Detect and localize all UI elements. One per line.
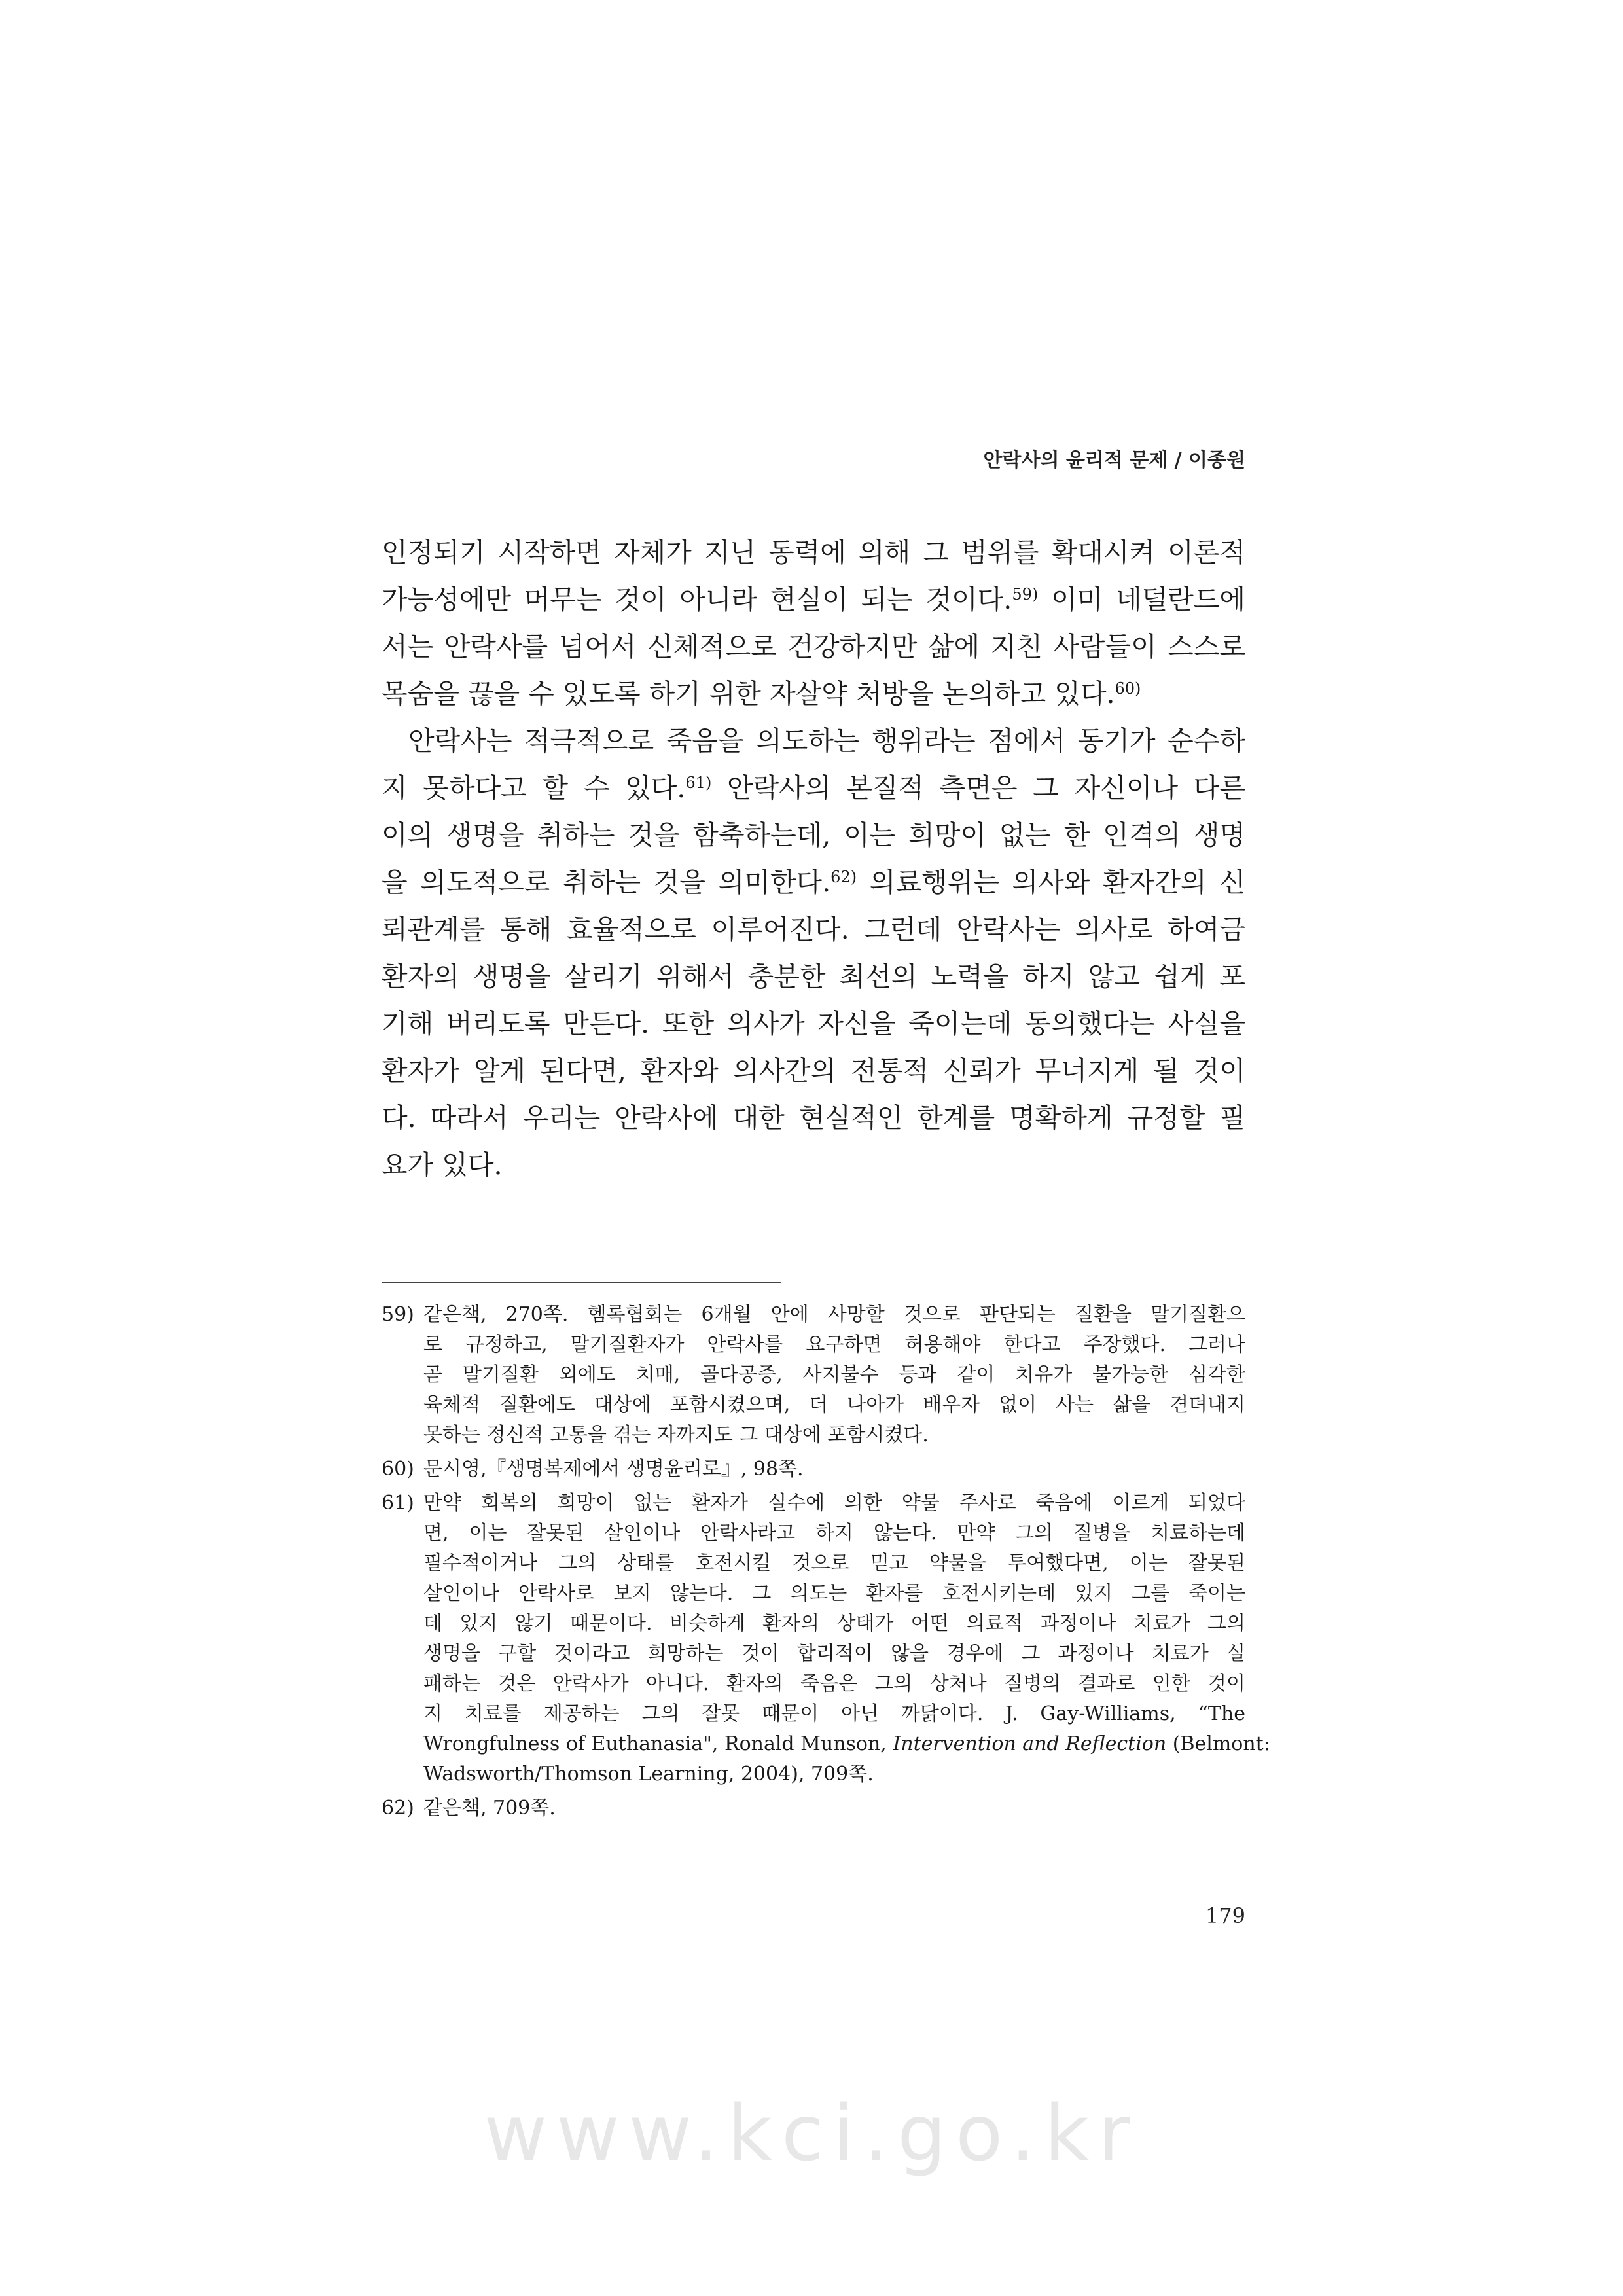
page-number: 179 xyxy=(1205,1903,1245,1928)
footnote-line: 같은책, 709쪽. xyxy=(423,1797,556,1820)
footnote-line: 살인이나 안락사로 보지 않는다. 그 의도는 환자를 호전시키는데 있지 그를 죽이는 xyxy=(423,1582,1245,1605)
running-header: 안락사의 윤리적 문제 / 이종원 xyxy=(983,449,1245,472)
text-line: 지 못하다고 할 수 있다.$^{61)}$ 안락사의 본질적 측면은 그 자신이나 다른 xyxy=(382,772,1245,804)
footnote-line: 면, 이는 잘못된 살인이나 안락사라고 하지 않는다. 만약 그의 질병을 치료하는데 xyxy=(423,1522,1245,1545)
footnote-line: 육체적 질환에도 대상에 포함시켰으며, 더 나아가 배우자 없이 사는 삶을 견뎌내지 xyxy=(423,1393,1245,1416)
text-line: 목숨을 끊을 수 있도록 하기 위한 자살약 처방을 논의하고 있다.$^{60)}$ xyxy=(382,678,1141,709)
text-line: 요가 있다. xyxy=(382,1149,503,1181)
text-line: 환자가 알게 된다면, 환자와 의사간의 전통적 신뢰가 무너지게 될 것이 xyxy=(382,1055,1245,1086)
footnote-number: 60) xyxy=(382,1458,414,1480)
watermark: www.kci.go.kr xyxy=(484,2088,1139,2178)
text-line: 뢰관계를 통해 효율적으로 이루어진다. 그런데 안락사는 의사로 하여금 xyxy=(382,914,1245,945)
text-line: 인정되기 시작하면 자체가 지닌 동력에 의해 그 범위를 확대시켜 이론적 xyxy=(382,537,1245,568)
footnote-ref-59[interactable]: 59) xyxy=(1012,585,1039,603)
text-line: 가능성에만 머무는 것이 아니라 현실이 되는 것이다.$^{59)}$ 이미 네덜란드에 xyxy=(382,584,1245,615)
footnote-ref-62[interactable]: 62) xyxy=(830,868,857,886)
footnote-line: Wrongfulness of Euthanasia", Ronald Munson, Intervention and Reflection (Belmont: xyxy=(423,1732,1270,1755)
footnote-line: 필수적이거나 그의 상태를 호전시킬 것으로 믿고 약물을 투여했다면, 이는 잘못된 xyxy=(423,1552,1245,1575)
footnote-line: 못하는 정신적 고통을 겪는 자까지도 그 대상에 포함시켰다. xyxy=(423,1424,929,1446)
footnote-line: 지 치료를 제공하는 그의 잘못 때문이 아닌 까닭이다. J. Gay-Williams, “The xyxy=(423,1702,1245,1725)
text-line: 기해 버리도록 만든다. 또한 의사가 자신을 죽이는데 동의했다는 사실을 xyxy=(382,1008,1245,1039)
footnote-line: 만약 회복의 희망이 없는 환자가 실수에 의한 약물 주사로 죽음에 이르게 되었다 xyxy=(423,1492,1245,1515)
footnote-number: 62) xyxy=(382,1797,414,1820)
text-line: 을 의도적으로 취하는 것을 의미한다.$^{62)}$ 의료행위는 의사와 환자간의 신 xyxy=(382,867,1245,898)
footnote-line: 곧 말기질환 외에도 치매, 골다공증, 사지불수 등과 같이 치유가 불가능한 심각한 xyxy=(423,1363,1245,1386)
text-line: 안락사는 적극적으로 죽음을 의도하는 행위라는 점에서 동기가 순수하 xyxy=(408,725,1245,757)
book-title: Intervention and Reflection xyxy=(893,1732,1167,1755)
footnote-line: 문시영,『생명복제에서 생명윤리로』, 98쪽. xyxy=(423,1458,804,1480)
footnote-separator xyxy=(382,1282,781,1283)
footnote-62 xyxy=(382,1793,1245,1823)
text-line: 이의 생명을 취하는 것을 함축하는데, 이는 희망이 없는 한 인격의 생명 xyxy=(382,819,1245,851)
footnote-ref-61[interactable]: 61) xyxy=(685,774,712,792)
body-text xyxy=(382,529,1245,1189)
footnote-59 xyxy=(382,1300,1245,1450)
paragraph-1 xyxy=(382,529,1245,717)
footnote-number: 59) xyxy=(382,1303,414,1326)
footnote-line: 로 규정하고, 말기질환자가 안락사를 요구하면 허용해야 한다고 주장했다. 그러나 xyxy=(423,1333,1245,1356)
footnote-ref-60[interactable]: 60) xyxy=(1115,679,1141,698)
text-line: 서는 안락사를 넘어서 신체적으로 건강하지만 삶에 지친 사람들이 스스로 xyxy=(382,631,1245,662)
text-line: 다. 따라서 우리는 안락사에 대한 현실적인 한계를 명확하게 규정할 필 xyxy=(382,1102,1245,1134)
paragraph-2 xyxy=(382,717,1245,1189)
text-line: 환자의 생명을 살리기 위해서 충분한 최선의 노력을 하지 않고 쉽게 포 xyxy=(382,961,1245,992)
footnote-60 xyxy=(382,1454,1245,1484)
footnote-61 xyxy=(382,1488,1270,1789)
footnote-line: 데 있지 않기 때문이다. 비슷하게 환자의 상태가 어떤 의료적 과정이나 치료가 그의 xyxy=(423,1612,1245,1635)
footnote-line: 같은책, 270쪽. 헴록협회는 6개월 안에 사망할 것으로 판단되는 질환을 말기질환으 xyxy=(423,1303,1245,1326)
footnotes xyxy=(382,1300,1270,1827)
footnote-number: 61) xyxy=(382,1492,414,1515)
footnote-line: 생명을 구할 것이라고 희망하는 것이 합리적이 않을 경우에 그 과정이나 치료가 실 xyxy=(423,1642,1245,1665)
footnote-line: 패하는 것은 안락사가 아니다. 환자의 죽음은 그의 상처나 질병의 결과로 인한 것이 xyxy=(423,1672,1245,1695)
footnote-line: Wadsworth/Thomson Learning, 2004), 709쪽. xyxy=(423,1763,874,1785)
